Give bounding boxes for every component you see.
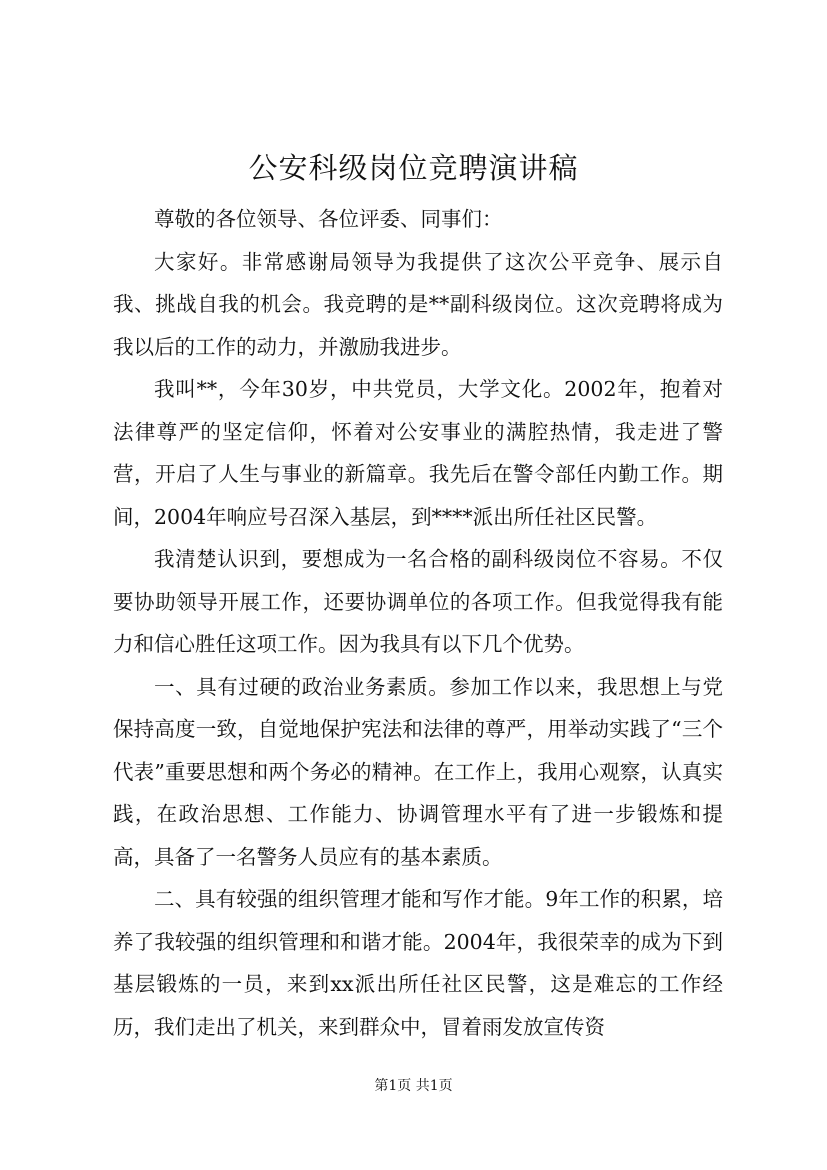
paragraph-greeting: 大家好。非常感谢局领导为我提供了这次公平竞争、展示自我、挑战自我的机会。我竞聘的是**副科级岗位。这次竞聘将成为我以后的工作的动力，并激励我进步。 xyxy=(113,249,723,359)
paragraph-self-introduction: 我叫**，今年30岁，中共党员，大学文化。2002年，抱着对法律尊严的坚定信仰，怀着对公安事业的满腔热情，我走进了警营，开启了人生与事业的新篇章。我先后在警令部任内勤工作。期间，2004年响应号召深入基层，到****派出所任社区民警。 xyxy=(113,377,723,529)
paragraph-advantage-one: 一、具有过硬的政治业务素质。参加工作以来，我思想上与党保持高度一致，自觉地保护宪法和法律的尊严，用举动实践了“三个代表”重要思想和两个务必的精神。在工作上，我用心观察，认真实践，在政治思想、工作能力、协调管理水平有了进一步锻炼和提高，具备了一名警务人员应有的基本素质。 xyxy=(113,674,723,869)
paragraph-salutation: 尊敬的各位领导、各位评委、同事们： xyxy=(154,207,503,231)
paragraph-understanding: 我清楚认识到，要想成为一名合格的副科级岗位不容易。不仅要协助领导开展工作，还要协调单位的各项工作。但我觉得我有能力和信心胜任这项工作。因为我具有以下几个优势。 xyxy=(113,547,723,656)
document-body xyxy=(113,198,723,1048)
document-title: 公安科级岗位竞聘演讲稿 xyxy=(248,151,579,185)
paragraph-advantage-two: 二、具有较强的组织管理才能和写作才能。9年工作的积累，培养了我较强的组织管理和和谐才能。2004年，我很荣幸的成为下到基层锻炼的一员，来到xx派出所任社区民警，这是难忘的工作经历，我们走出了机关，来到群众中，冒着雨发放宣传资 xyxy=(113,887,723,1039)
page-number-footer: 第1页 共1页 xyxy=(374,1078,453,1094)
